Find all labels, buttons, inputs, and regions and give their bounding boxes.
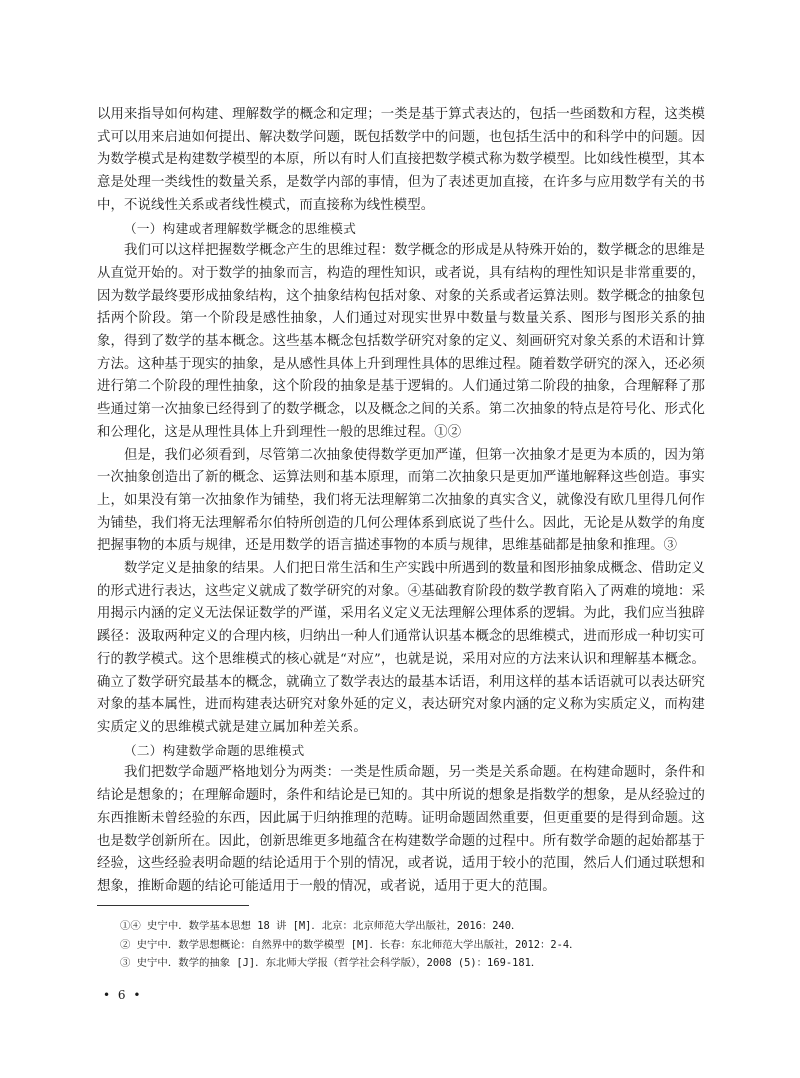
paragraph: 但是，我们必须看到，尽管第二次抽象使得数学更加严谨，但第一次抽象才是更为本质的，因为第一次抽象创造出了新的概念、运算法则和基本原理，而第二次抽象只是更加严谨地解释这些创造。事实上，如果没有第一次抽象作为铺垫，我们将无法理解第二次抽象的真实含义，就像没有欧几里得几何作为铺垫，我们将无法理解希尔伯特所创造的几何公理体系到底说了些什么。因此，无论是从数学的角度把握事物的本质与规律，还是用数学的语言描述事物的本质与规律，思维基础都是抽象和推理。③ — [97, 447, 705, 554]
paragraph: 我们可以这样把握数学概念产生的思维过程：数学概念的形成是从特殊开始的，数学概念的思维是从直觉开始的。对于数学的抽象而言，构造的理性知识，或者说，具有结构的理性知识是非常重要的，因为数学最终要形成抽象结构，这个抽象结构包括对象、对象的关系或者运算法则。数学概念的抽象包括两个阶段。第一个阶段是感性抽象，人们通过对现实世界中数量与数量关系、图形与图形关系的抽象，得到了数学的基本概念。这些基本概念包括数学研究对象的定义、刻画研究对象关系的术语和计算方法。这种基于现实的抽象，是从感性具体上升到理性具体的思维过程。随着数学研究的深入，还必须进行第二个阶段的理性抽象，这个阶段的抽象是基于逻辑的。人们通过第二阶段的抽象，合理解释了那些通过第一次抽象已经得到了的数学概念，以及概念之间的关系。第二次抽象的特点是符号化、形式化和公理化，这是从理性具体上升到理性一般的思维过程。①② — [97, 243, 705, 440]
page-number: • 6 • — [103, 988, 143, 1002]
paragraph: 数学定义是抽象的结果。人们把日常生活和生产实践中所遇到的数量和图形抽象成概念、借助定义的形式进行表达，这些定义就成了数学研究的对象。④基础教育阶段的数学教育陷入了两难的境地：采用揭示内涵的定义无法保证数学的严谨，采用名义定义无法理解公理体系的逻辑。为此，我们应当独辟蹊径：汲取两种定义的合理内核，归纳出一种人们通常认识基本概念的思维模式，进而形成一种切实可行的教学模式。这个思维模式的核心就是“对应”，也就是说，采用对应的方法来认识和理解基本概念。确立了数学研究最基本的概念，就确立了数学表达的最基本话语，利用这样的基本话语就可以表达研究对象的基本属性，进而构建表达研究对象外延的定义，表达研究对象内涵的定义称为实质定义，而构建实质定义的思维模式就是建立属加种差关系。 — [97, 561, 705, 735]
body-text — [97, 104, 705, 899]
paragraph-continuation: 以用来指导如何构建、理解数学的概念和定理；一类是基于算式表达的，包括一些函数和方程，这类模式可以用来启迪如何提出、解决数学问题，既包括数学中的问题，也包括生活中的和科学中的问题。因为数学模式是构建数学模型的本原，所以有时人们直接把数学模式称为数学模型。比如线性模型，其本意是处理一类线性的数量关系，是数学内部的事情，但为了表述更加直接，在许多与应用数学有关的书中，不说线性关系或者线性模式，而直接称为线性模型。 — [97, 107, 705, 213]
footnote: ② 史宁中．数学思想概论：自然界中的数学模型 [M]．长春：东北师范大学出版社，2012：2-4． — [120, 938, 580, 951]
paragraph: 我们把数学命题严格地划分为两类：一类是性质命题，另一类是关系命题。在构建命题时，条件和结论是想象的；在理解命题时，条件和结论是已知的。其中所说的想象是指数学的想象，是从经验过的东西推断未曾经验的东西，因此属于归纳推理的范畴。证明命题固然重要，但更重要的是得到命题。这也是数学创新所在。因此，创新思维更多地蕴含在构建数学命题的过程中。所有数学命题的起始都基于经验，这些经验表明命题的结论适用于个别的情况，或者说，适用于较小的范围，然后人们通过联想和想象，推断命题的结论可能适用于一般的情况，或者说，适用于更大的范围。 — [97, 765, 705, 894]
footnote-divider — [97, 905, 249, 906]
section-heading-1: （一）构建或者理解数学概念的思维模式 — [124, 220, 357, 236]
footnote: ①④ 史宁中．数学基本思想 18 讲 [M]．北京：北京师范大学出版社，2016：240． — [120, 920, 522, 932]
section-heading-2: （二）构建数学命题的思维模式 — [124, 742, 305, 758]
footnote: ③ 史宁中．数学的抽象 [J]．东北师大学报（哲学社会科学版），2008 (5)：169-181． — [120, 957, 542, 969]
footnotes — [120, 917, 720, 973]
